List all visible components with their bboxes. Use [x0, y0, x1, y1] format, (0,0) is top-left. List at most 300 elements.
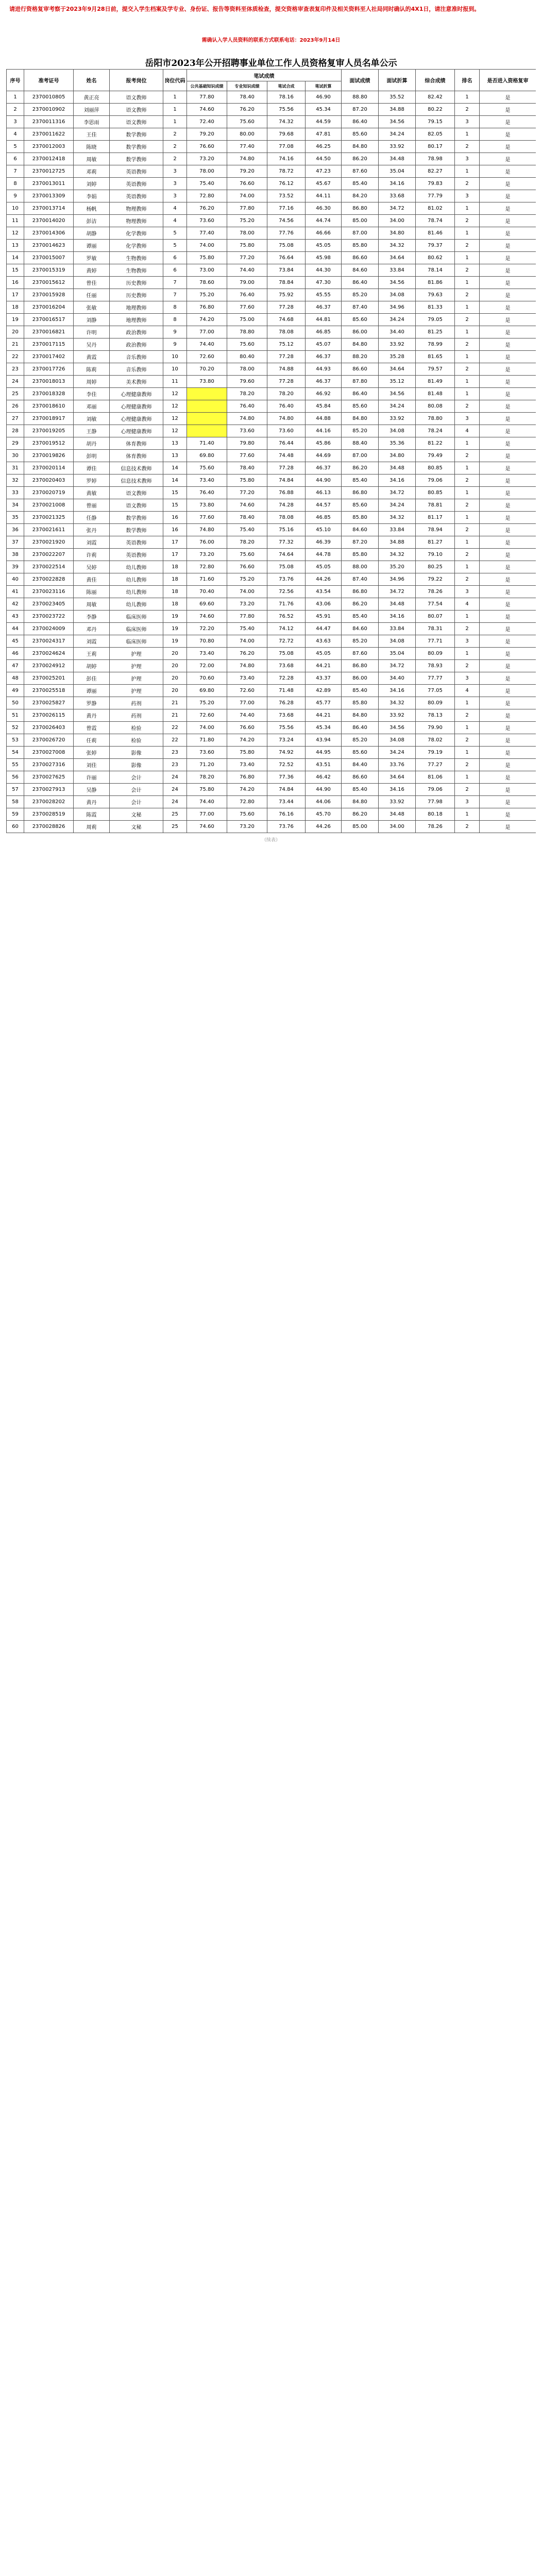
row-review: 是: [480, 202, 536, 215]
row-name: 周莉: [74, 821, 110, 833]
row-review: 是: [480, 796, 536, 808]
row-w4: 43.06: [306, 598, 342, 611]
row-w1: 72.40: [187, 116, 227, 128]
row-post: 药剂: [110, 709, 163, 722]
row-total: 78.14: [416, 264, 455, 277]
table-row: [7, 672, 536, 685]
row-review: 是: [480, 289, 536, 301]
row-post: 英语教师: [110, 178, 163, 190]
row-total: 81.27: [416, 536, 455, 549]
row-code: 4: [163, 215, 187, 227]
row-rank: 1: [455, 771, 480, 784]
row-rank: 2: [455, 141, 480, 153]
row-w1: 72.80: [187, 561, 227, 573]
row-post: 护理: [110, 672, 163, 685]
row-w4: 43.94: [306, 734, 342, 747]
row-total: 79.05: [416, 314, 455, 326]
row-code: 5: [163, 227, 187, 240]
row-post: 会计: [110, 784, 163, 796]
row-ticket: 2370021920: [24, 536, 74, 549]
row-interview-adj: 34.48: [379, 153, 416, 165]
row-no: 15: [7, 264, 24, 277]
row-ticket: 2370025827: [24, 697, 74, 709]
row-interview: 86.60: [342, 363, 379, 376]
row-interview: 86.00: [342, 672, 379, 685]
row-name: 杨帆: [74, 202, 110, 215]
row-code: 19: [163, 611, 187, 623]
row-name: 任莉: [74, 734, 110, 747]
table-row: [7, 709, 536, 722]
row-w2: 75.20: [227, 215, 267, 227]
row-post: 幼儿教师: [110, 573, 163, 586]
row-interview-adj: 34.64: [379, 363, 416, 376]
row-total: 81.22: [416, 437, 455, 450]
row-interview-adj: 34.96: [379, 301, 416, 314]
row-rank: 3: [455, 796, 480, 808]
row-w4: 45.05: [306, 240, 342, 252]
row-total: 77.71: [416, 635, 455, 648]
row-w4: 44.21: [306, 709, 342, 722]
row-ticket: 2370013011: [24, 178, 74, 190]
row-interview-adj: 34.56: [379, 388, 416, 400]
row-w4: 46.85: [306, 512, 342, 524]
row-name: 胡婷: [74, 660, 110, 672]
row-interview: 87.20: [342, 536, 379, 549]
row-no: 59: [7, 808, 24, 821]
row-interview-adj: 33.84: [379, 524, 416, 536]
row-total: 77.54: [416, 598, 455, 611]
row-w2: 78.20: [227, 536, 267, 549]
row-post: 语文教师: [110, 499, 163, 512]
row-rank: 1: [455, 512, 480, 524]
row-ticket: 2370013309: [24, 190, 74, 202]
row-w1: 75.80: [187, 784, 227, 796]
row-interview-adj: 35.20: [379, 561, 416, 573]
row-ticket: 2370012418: [24, 153, 74, 165]
row-interview-adj: 35.04: [379, 165, 416, 178]
row-no: 34: [7, 499, 24, 512]
row-no: 41: [7, 586, 24, 598]
row-name: 曾丽: [74, 499, 110, 512]
row-w1: [187, 388, 227, 400]
row-w3: 73.24: [267, 734, 306, 747]
col-code: 岗位代码: [163, 70, 187, 91]
row-post: 幼儿教师: [110, 561, 163, 573]
row-interview: 85.60: [342, 314, 379, 326]
row-ticket: 2370017115: [24, 338, 74, 351]
row-w2: 78.00: [227, 363, 267, 376]
row-no: 56: [7, 771, 24, 784]
row-w3: 75.56: [267, 104, 306, 116]
row-w3: 77.28: [267, 351, 306, 363]
row-name: 黄丹: [74, 796, 110, 808]
row-post: 体育教师: [110, 437, 163, 450]
row-interview: 87.60: [342, 165, 379, 178]
row-review: 是: [480, 351, 536, 363]
table-row: [7, 165, 536, 178]
row-interview: 87.00: [342, 450, 379, 462]
row-no: 52: [7, 722, 24, 734]
row-code: 6: [163, 264, 187, 277]
row-w2: 79.80: [227, 437, 267, 450]
row-interview: 86.20: [342, 462, 379, 474]
row-rank: 2: [455, 734, 480, 747]
row-code: 23: [163, 747, 187, 759]
row-rank: 2: [455, 215, 480, 227]
row-post: 体育教师: [110, 450, 163, 462]
row-review: 是: [480, 499, 536, 512]
row-interview-adj: 35.36: [379, 437, 416, 450]
row-ticket: 2370021008: [24, 499, 74, 512]
row-total: 78.26: [416, 586, 455, 598]
row-interview: 86.00: [342, 326, 379, 338]
row-name: 黄婷: [74, 264, 110, 277]
table-row: [7, 487, 536, 499]
row-review: 是: [480, 178, 536, 190]
row-interview-adj: 34.32: [379, 697, 416, 709]
row-interview-adj: 35.52: [379, 91, 416, 104]
row-w1: 70.40: [187, 586, 227, 598]
row-w3: 74.64: [267, 549, 306, 561]
row-total: 82.05: [416, 128, 455, 141]
row-w1: 72.00: [187, 660, 227, 672]
table-row: [7, 252, 536, 264]
row-rank: 1: [455, 351, 480, 363]
row-rank: 1: [455, 91, 480, 104]
row-w1: 71.20: [187, 759, 227, 771]
row-w1: 75.20: [187, 697, 227, 709]
row-w4: 46.37: [306, 301, 342, 314]
row-rank: 1: [455, 648, 480, 660]
row-post: 数学教师: [110, 524, 163, 536]
row-w2: 73.60: [227, 425, 267, 437]
row-w3: 73.68: [267, 709, 306, 722]
row-code: 17: [163, 549, 187, 561]
row-w2: 74.00: [227, 586, 267, 598]
row-post: 地理教师: [110, 301, 163, 314]
row-rank: 3: [455, 413, 480, 425]
row-w1: 76.20: [187, 202, 227, 215]
row-post: 语文教师: [110, 487, 163, 499]
row-review: 是: [480, 709, 536, 722]
row-interview-adj: 34.00: [379, 215, 416, 227]
row-interview-adj: 34.08: [379, 635, 416, 648]
row-no: 51: [7, 709, 24, 722]
row-w4: 45.84: [306, 400, 342, 413]
row-rank: 3: [455, 153, 480, 165]
row-rank: 2: [455, 314, 480, 326]
row-interview: 85.40: [342, 784, 379, 796]
row-name: 张婷: [74, 747, 110, 759]
row-w2: 80.00: [227, 128, 267, 141]
row-interview: 88.20: [342, 351, 379, 363]
row-w1: 77.00: [187, 808, 227, 821]
row-w1: 74.40: [187, 796, 227, 808]
row-interview: 86.80: [342, 202, 379, 215]
row-w2: 74.00: [227, 635, 267, 648]
row-post: 检验: [110, 722, 163, 734]
table-row: [7, 264, 536, 277]
row-interview-adj: 34.24: [379, 314, 416, 326]
row-w2: 76.60: [227, 722, 267, 734]
row-w3: 74.28: [267, 499, 306, 512]
row-w3: 76.52: [267, 611, 306, 623]
row-code: 7: [163, 289, 187, 301]
table-row: [7, 512, 536, 524]
row-interview: 86.40: [342, 722, 379, 734]
row-w1: [187, 400, 227, 413]
row-interview: 85.20: [342, 425, 379, 437]
row-w1: 69.80: [187, 450, 227, 462]
row-w1: 73.40: [187, 648, 227, 660]
row-rank: 1: [455, 301, 480, 314]
row-ticket: 2370018917: [24, 413, 74, 425]
row-name: 王静: [74, 425, 110, 437]
row-w3: 76.12: [267, 178, 306, 190]
row-name: 刘丽萍: [74, 104, 110, 116]
row-total: 78.94: [416, 524, 455, 536]
row-ticket: 2370014020: [24, 215, 74, 227]
row-code: 21: [163, 709, 187, 722]
row-ticket: 2370024912: [24, 660, 74, 672]
row-rank: 2: [455, 338, 480, 351]
row-name: 陈霞: [74, 808, 110, 821]
row-interview: 86.60: [342, 771, 379, 784]
row-w3: 73.60: [267, 425, 306, 437]
row-post: 幼儿教师: [110, 586, 163, 598]
row-post: 信息技术教师: [110, 474, 163, 487]
row-interview: 86.20: [342, 598, 379, 611]
row-w1: 74.00: [187, 722, 227, 734]
row-post: 物理教师: [110, 215, 163, 227]
row-ticket: 2370015319: [24, 264, 74, 277]
row-interview-adj: 34.32: [379, 240, 416, 252]
row-total: 80.62: [416, 252, 455, 264]
row-ticket: 2370012725: [24, 165, 74, 178]
col-ticket: 准考证号: [24, 70, 74, 91]
table-row: [7, 301, 536, 314]
row-w2: 75.60: [227, 549, 267, 561]
row-name: 黄佳: [74, 573, 110, 586]
row-name: 吴静: [74, 784, 110, 796]
row-w3: 73.76: [267, 573, 306, 586]
row-total: 79.10: [416, 549, 455, 561]
row-rank: 1: [455, 165, 480, 178]
row-no: 38: [7, 549, 24, 561]
row-w3: 77.36: [267, 771, 306, 784]
row-review: 是: [480, 227, 536, 240]
row-interview-adj: 34.32: [379, 549, 416, 561]
row-ticket: 2370011622: [24, 128, 74, 141]
row-w4: 45.70: [306, 808, 342, 821]
row-review: 是: [480, 784, 536, 796]
row-total: 81.49: [416, 376, 455, 388]
row-ticket: 2370018013: [24, 376, 74, 388]
row-interview: 86.20: [342, 808, 379, 821]
row-interview: 85.20: [342, 289, 379, 301]
row-w1: 78.60: [187, 277, 227, 289]
row-no: 20: [7, 326, 24, 338]
col-written-group: 笔试成绩: [187, 70, 342, 81]
table-row: [7, 376, 536, 388]
row-code: 9: [163, 338, 187, 351]
row-code: 6: [163, 252, 187, 264]
row-total: 79.57: [416, 363, 455, 376]
row-w1: 76.60: [187, 141, 227, 153]
row-w4: 44.90: [306, 784, 342, 796]
row-rank: 1: [455, 376, 480, 388]
row-total: 77.98: [416, 796, 455, 808]
row-code: 2: [163, 153, 187, 165]
row-interview-adj: 34.72: [379, 202, 416, 215]
row-total: 80.09: [416, 697, 455, 709]
row-name: 任静: [74, 512, 110, 524]
row-interview: 84.80: [342, 796, 379, 808]
row-code: 15: [163, 487, 187, 499]
row-rank: 1: [455, 128, 480, 141]
row-total: 80.08: [416, 400, 455, 413]
row-total: 82.27: [416, 165, 455, 178]
row-code: 18: [163, 561, 187, 573]
row-name: 张丹: [74, 524, 110, 536]
row-interview-adj: 34.72: [379, 487, 416, 499]
row-w4: 44.95: [306, 747, 342, 759]
row-w4: 47.30: [306, 277, 342, 289]
col-w1: 公共基础知识成绩: [187, 81, 227, 91]
row-w2: 77.40: [227, 141, 267, 153]
row-no: 25: [7, 388, 24, 400]
row-total: 77.79: [416, 190, 455, 202]
row-interview: 86.80: [342, 586, 379, 598]
row-w1: 76.00: [187, 536, 227, 549]
row-total: 78.93: [416, 660, 455, 672]
row-w4: 44.74: [306, 215, 342, 227]
row-interview: 87.20: [342, 104, 379, 116]
row-rank: 2: [455, 474, 480, 487]
row-rank: 1: [455, 561, 480, 573]
row-code: 17: [163, 536, 187, 549]
row-w1: [187, 425, 227, 437]
row-w4: 44.57: [306, 499, 342, 512]
row-no: 43: [7, 611, 24, 623]
row-w3: 74.92: [267, 747, 306, 759]
row-w4: 46.37: [306, 462, 342, 474]
row-post: 文秘: [110, 821, 163, 833]
table-row: [7, 685, 536, 697]
row-name: 黄正亮: [74, 91, 110, 104]
row-interview-adj: 33.68: [379, 190, 416, 202]
row-name: 王佳: [74, 128, 110, 141]
row-w3: 75.08: [267, 240, 306, 252]
row-interview: 85.40: [342, 474, 379, 487]
row-ticket: 2370020403: [24, 474, 74, 487]
row-name: 胡静: [74, 227, 110, 240]
row-name: 吴婷: [74, 561, 110, 573]
row-name: 刘静: [74, 314, 110, 326]
row-ticket: 2370027316: [24, 759, 74, 771]
row-review: 是: [480, 301, 536, 314]
row-review: 是: [480, 413, 536, 425]
row-no: 28: [7, 425, 24, 437]
row-w4: 44.11: [306, 190, 342, 202]
row-review: 是: [480, 635, 536, 648]
row-w2: 74.80: [227, 660, 267, 672]
row-w2: 74.80: [227, 153, 267, 165]
row-ticket: 2370023116: [24, 586, 74, 598]
row-w1: 77.60: [187, 512, 227, 524]
row-rank: 1: [455, 697, 480, 709]
row-total: 80.25: [416, 561, 455, 573]
row-w3: 75.08: [267, 648, 306, 660]
row-total: 80.85: [416, 462, 455, 474]
row-interview-adj: 34.24: [379, 128, 416, 141]
table-row: [7, 808, 536, 821]
row-interview: 85.60: [342, 400, 379, 413]
row-interview: 88.40: [342, 437, 379, 450]
table-row: [7, 91, 536, 104]
row-w3: 74.88: [267, 363, 306, 376]
row-interview: 86.20: [342, 153, 379, 165]
row-w2: 77.80: [227, 202, 267, 215]
row-w2: 78.40: [227, 462, 267, 474]
row-w2: 78.80: [227, 326, 267, 338]
row-interview-adj: 34.56: [379, 722, 416, 734]
col-w3: 笔试合成: [267, 81, 306, 91]
row-rank: 2: [455, 784, 480, 796]
row-rank: 1: [455, 487, 480, 499]
row-name: 任丽: [74, 289, 110, 301]
row-ticket: 2370026115: [24, 709, 74, 722]
row-name: 陈晓: [74, 141, 110, 153]
row-ticket: 2370027008: [24, 747, 74, 759]
row-w3: 78.84: [267, 277, 306, 289]
row-name: 刘霞: [74, 536, 110, 549]
row-interview-adj: 33.92: [379, 338, 416, 351]
row-w4: 44.50: [306, 153, 342, 165]
table-row: [7, 561, 536, 573]
row-ticket: 2370016204: [24, 301, 74, 314]
row-total: 78.02: [416, 734, 455, 747]
table-row: [7, 425, 536, 437]
row-interview-adj: 34.32: [379, 512, 416, 524]
row-ticket: 2370028826: [24, 821, 74, 833]
row-w3: 74.56: [267, 215, 306, 227]
row-ticket: 2370025518: [24, 685, 74, 697]
row-no: 21: [7, 338, 24, 351]
row-w4: 45.34: [306, 104, 342, 116]
row-interview: 84.80: [342, 141, 379, 153]
row-w4: 45.05: [306, 648, 342, 660]
row-code: 12: [163, 413, 187, 425]
row-name: 李佳: [74, 388, 110, 400]
row-w2: 75.20: [227, 573, 267, 586]
row-no: 37: [7, 536, 24, 549]
row-interview-adj: 34.96: [379, 573, 416, 586]
page-title: 岳阳市2023年公开招聘事业单位工作人员资格复审人员名单公示: [145, 58, 397, 69]
row-post: 历史教师: [110, 289, 163, 301]
row-w1: 77.40: [187, 227, 227, 240]
row-code: 13: [163, 437, 187, 450]
row-post: 文秘: [110, 808, 163, 821]
row-code: 8: [163, 314, 187, 326]
row-w1: 72.60: [187, 709, 227, 722]
row-total: 78.98: [416, 153, 455, 165]
row-code: 19: [163, 623, 187, 635]
row-interview-adj: 34.64: [379, 252, 416, 264]
row-w2: 76.40: [227, 400, 267, 413]
row-rank: 2: [455, 821, 480, 833]
row-no: 6: [7, 153, 24, 165]
